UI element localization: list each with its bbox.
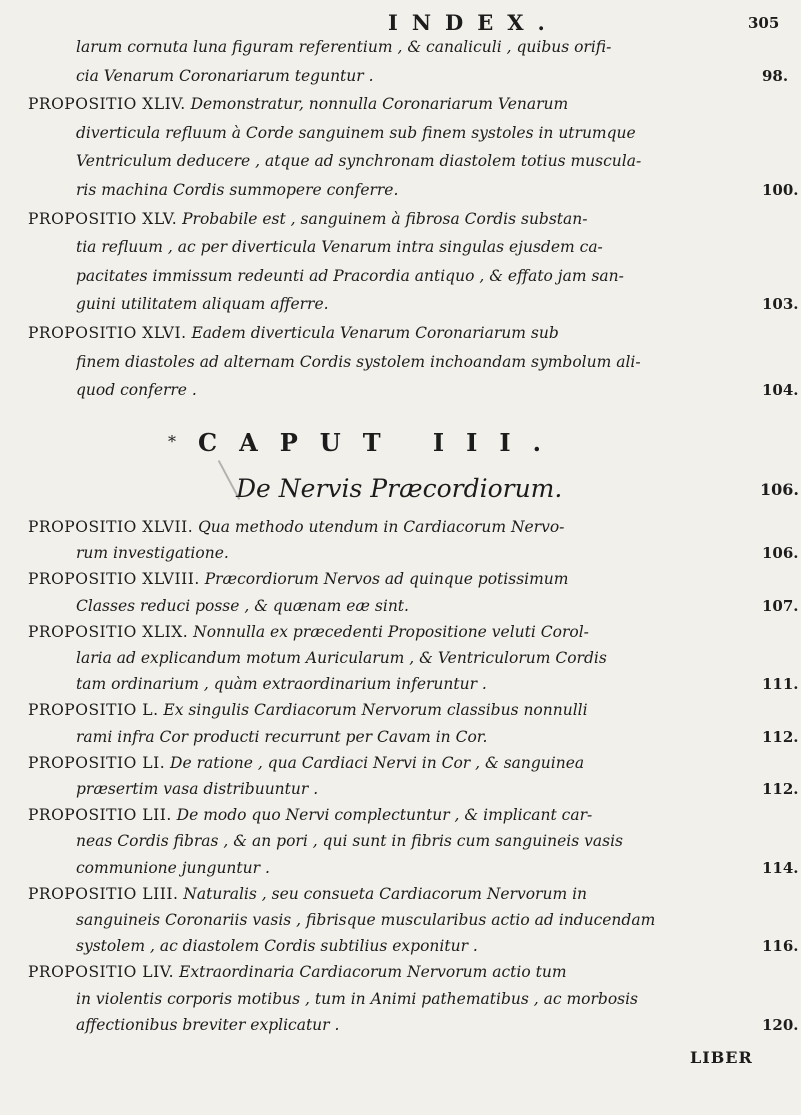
entry-text: Præcordiorum Nervos ad quinque potissimum <box>199 570 569 589</box>
index-line <box>0 379 801 403</box>
index-line-text <box>76 36 801 58</box>
index-line-text <box>76 935 801 957</box>
chapter-title: CAPUT III. <box>198 428 563 457</box>
chapter-page-ref: 106. <box>760 480 799 499</box>
index-line <box>0 150 801 174</box>
page-reference: 112. <box>762 780 799 798</box>
entry-text: in violentis corporis motibus , tum in Animi pathematibus , ac morbosis <box>76 989 639 1008</box>
chapter-subtitle: De Nervis Præcordiorum. <box>236 474 563 503</box>
proposition-label: PROPOSITIO XLIX. <box>28 622 189 641</box>
entry-text: Eadem diverticula Venarum Coronariarum sub <box>186 324 559 342</box>
index-line <box>0 236 801 260</box>
index-line-text <box>76 830 801 852</box>
index-line <box>0 293 801 317</box>
entry-text: tia refluum , ac per diverticula Venarum intra singulas ejusdem ca- <box>76 238 603 257</box>
proposition-label: PROPOSITIO LIII. <box>28 884 179 903</box>
entry-text: finem diastoles ad alternam Cordis systolem inchoandam symbolum ali- <box>76 352 641 371</box>
page-reference: 100. <box>762 181 799 199</box>
entry-text: laria ad explicandum motum Auricularum , & Ventriculorum Cordis <box>76 649 607 667</box>
index-line-text <box>28 804 758 826</box>
entry-text: tam ordinarium , quàm extraordinarium inferuntur . <box>76 675 487 694</box>
proposition-label: PROPOSITIO XLIV. <box>28 95 186 114</box>
entry-text: diverticula refluum à Corde sanguinem sub finem systoles in utrumque <box>76 123 636 142</box>
index-line-text <box>76 236 801 258</box>
index-line <box>0 857 801 881</box>
entry-text: Classes reduci posse , & quænam eæ sint. <box>76 596 409 615</box>
index-line-text <box>76 293 801 315</box>
proposition-label: PROPOSITIO XLVII. <box>28 518 194 536</box>
index-line <box>0 65 801 89</box>
page-reference: 120. <box>762 1015 799 1034</box>
index-line <box>0 36 801 60</box>
entry-text: Nonnulla ex præcedenti Propositione veluti Corol- <box>188 622 589 641</box>
index-line-text <box>76 778 801 800</box>
entry-text: communione junguntur . <box>76 858 270 877</box>
index-line <box>0 883 801 907</box>
index-line <box>0 122 801 146</box>
index-line-text <box>76 595 801 617</box>
index-line <box>0 935 801 959</box>
running-header <box>0 8 801 38</box>
entry-text: affectionibus breviter explicatur . <box>76 1015 340 1034</box>
entry-text: quod conferre . <box>76 381 197 400</box>
page-reference: 98. <box>762 66 789 85</box>
chapter-subheading <box>0 470 801 506</box>
entry-text: De ratione , qua Cardiaci Nervi in Cor , & sanguinea <box>165 753 585 772</box>
index-line-text <box>76 379 801 401</box>
asterisk-ornament-icon: * <box>168 432 176 451</box>
index-line-text <box>76 122 801 144</box>
index-line-text <box>28 516 758 538</box>
page-reference: 116. <box>762 937 799 956</box>
entry-text: Qua methodo utendum in Cardiacorum Nervo- <box>193 518 565 536</box>
entry-text: Probabile est , sanguinem à fibrosa Cordis substan- <box>177 209 588 228</box>
index-line-text <box>76 150 801 172</box>
page-reference: 103. <box>762 295 799 314</box>
index-line <box>0 595 801 619</box>
proposition-label: PROPOSITIO XLV. <box>28 209 178 228</box>
index-line <box>0 909 801 933</box>
index-line-text <box>28 322 758 344</box>
index-line-text <box>28 621 758 643</box>
page-reference: 114. <box>762 858 799 877</box>
proposition-label: PROPOSITIO LIV. <box>28 963 175 982</box>
catchword: LIBER <box>690 1048 753 1067</box>
index-line <box>0 322 801 346</box>
page-number: 305 <box>748 14 780 32</box>
entry-text: rami infra Cor producti recurrunt per Cavam in Cor. <box>76 727 488 746</box>
index-line-text <box>28 93 758 115</box>
index-line-text <box>28 752 758 774</box>
entry-text: systolem , ac diastolem Cordis subtilius exponitur . <box>76 937 478 956</box>
entry-text: pacitates immissum redeunti ad Pracordia antiquo , & effato jam san- <box>76 266 624 285</box>
proposition-label: PROPOSITIO L. <box>28 701 159 720</box>
index-line-text <box>76 909 801 931</box>
index-line <box>0 778 801 802</box>
index-line-text <box>76 1014 801 1036</box>
index-line <box>0 726 801 750</box>
index-line <box>0 699 801 723</box>
index-line <box>0 1014 801 1038</box>
index-line <box>0 179 801 203</box>
index-line-text <box>76 179 801 201</box>
page-reference: 112. <box>762 727 799 746</box>
index-line-text <box>76 351 801 373</box>
entry-text: Naturalis , seu consueta Cardiacorum Nervorum in <box>178 884 588 903</box>
entry-text: cia Venarum Coronariarum teguntur . <box>76 66 374 85</box>
entry-text: guini utilitatem aliquam afferre. <box>76 295 329 314</box>
index-line-text <box>76 988 801 1010</box>
index-line <box>0 621 801 645</box>
entry-text: rum investigatione. <box>76 544 229 563</box>
entry-text: ris machina Cordis summopere conferre. <box>76 181 399 199</box>
index-line <box>0 804 801 828</box>
entry-text: Demonstratur, nonnulla Coronariarum Venarum <box>185 95 569 114</box>
entry-text: neas Cordis fibras , & an pori , qui sunt in fibris cum sanguineis vasis <box>76 832 623 851</box>
index-line <box>0 961 801 985</box>
entry-text: præsertim vasa distribuuntur . <box>76 780 319 798</box>
running-title: INDEX. <box>388 10 559 35</box>
index-line <box>0 542 801 566</box>
entry-text: Extraordinaria Cardiacorum Nervorum actio tum <box>174 963 567 982</box>
chapter-heading <box>0 424 801 464</box>
index-line-text <box>28 699 758 721</box>
index-line-text <box>28 883 758 905</box>
index-line <box>0 351 801 375</box>
index-line-text <box>76 542 801 564</box>
index-line <box>0 208 801 232</box>
proposition-label: PROPOSITIO XLVIII. <box>28 570 200 589</box>
index-line-text <box>76 65 801 87</box>
index-line-text <box>76 265 801 287</box>
entry-text: De modo quo Nervi complectuntur , & implicant car- <box>171 806 593 825</box>
index-line-text <box>76 857 801 879</box>
index-line-text <box>28 208 758 230</box>
index-line <box>0 93 801 117</box>
index-line <box>0 647 801 671</box>
proposition-label: PROPOSITIO XLVI. <box>28 324 187 342</box>
page-reference: 104. <box>762 381 799 400</box>
entry-text: sanguineis Coronariis vasis , fibrisque muscularibus actio ad inducendam <box>76 911 656 929</box>
index-line <box>0 568 801 592</box>
index-line-text <box>76 726 801 748</box>
page-reference: 111. <box>762 675 799 694</box>
page-reference: 106. <box>762 544 799 563</box>
entry-text: larum cornuta luna figuram referentium , & canaliculi , quibus orifi- <box>76 38 612 56</box>
proposition-label: PROPOSITIO LI. <box>28 753 166 772</box>
entry-text: Ex singulis Cardiacorum Nervorum classibus nonnulli <box>158 701 588 720</box>
index-line-text <box>76 647 801 669</box>
index-line <box>0 516 801 540</box>
index-line <box>0 673 801 697</box>
index-line-text <box>28 961 758 983</box>
index-line-text <box>28 568 758 590</box>
index-line <box>0 830 801 854</box>
index-line <box>0 752 801 776</box>
proposition-label: PROPOSITIO LII. <box>28 806 172 825</box>
index-line <box>0 265 801 289</box>
index-line-text <box>76 673 801 695</box>
entry-text: Ventriculum deducere , atque ad synchronam diastolem totius muscula- <box>76 152 642 171</box>
index-line <box>0 988 801 1012</box>
page-reference: 107. <box>762 596 799 615</box>
